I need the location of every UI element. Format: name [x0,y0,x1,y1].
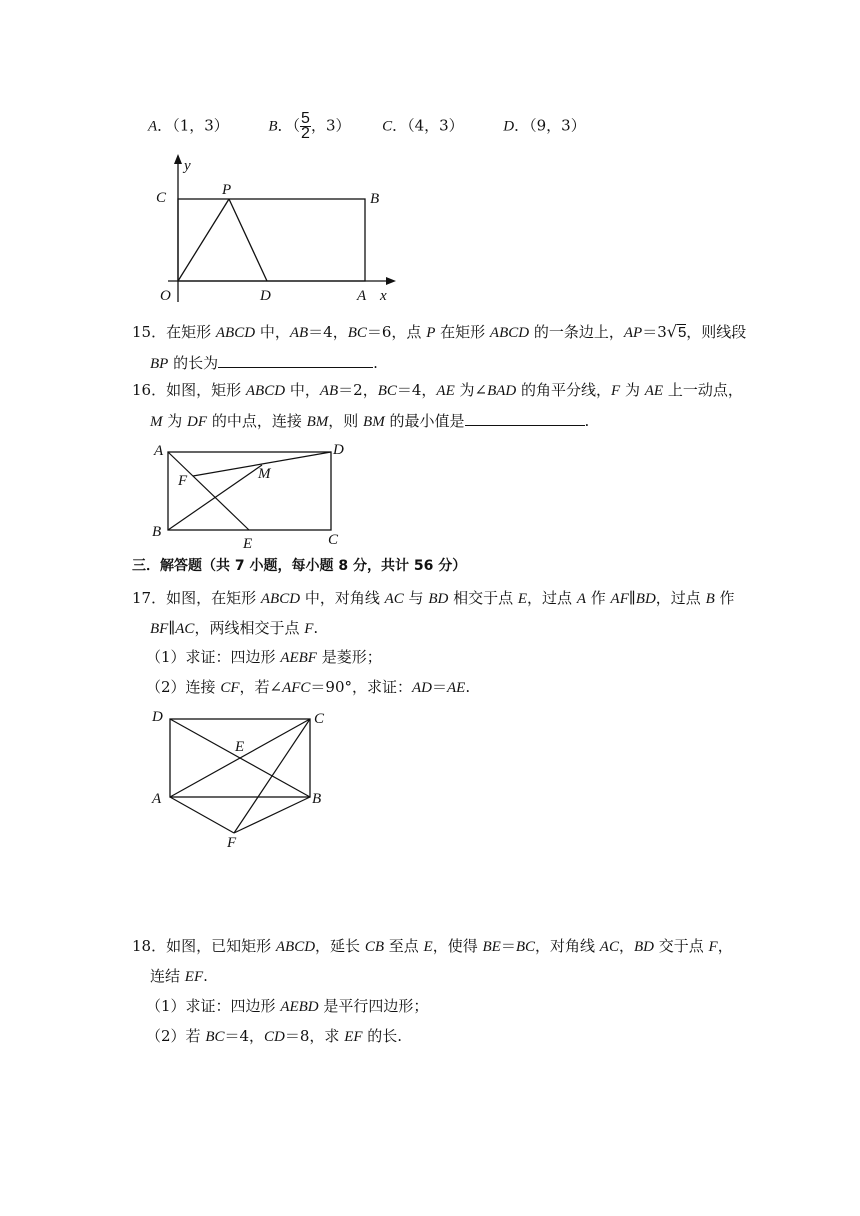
text: 的长. [362,1027,403,1045]
var: CD [264,1029,285,1045]
text: ＝ [432,678,448,696]
point-label-b: B [370,191,380,207]
point-label-f: F [178,473,188,489]
point-label-f: F [227,835,237,851]
point-label-c: C [156,190,167,206]
option-b-letter: B [268,118,278,135]
var: BC [205,1029,225,1045]
var: AF [610,591,629,607]
text: 是平行四边形； [318,997,429,1015]
point-label-d: D [333,442,344,458]
var: BAD [487,383,517,399]
text: . [373,354,378,372]
text: ＝8，求 [284,1027,345,1045]
option-c-text: （4，3） [407,116,464,135]
var: AEBF [280,650,317,666]
var: AB [289,325,309,341]
var: BM [363,414,385,430]
text: 如图，已知矩形 [166,937,276,955]
option-b-fraction [300,112,311,141]
question-18-line2 [150,966,208,987]
var: BP [150,356,169,372]
point-label-a: A [152,791,162,807]
text: 如图，在矩形 [166,589,261,607]
text: . [203,967,208,985]
var: CF [220,680,240,696]
text: 上一动点， [663,381,743,399]
text: ，则线段 [686,323,747,341]
var: AC [175,621,195,637]
var: AE [447,680,466,696]
text: 为 [620,381,645,399]
text: ＝90°，求证： [310,678,412,696]
option-d-text: （9，3） [529,116,586,135]
var: BC [515,939,536,955]
question-17-part1 [146,647,382,668]
var: AD [412,680,432,696]
text: （1）求证：四边形 [146,997,281,1015]
axis-label-y: y [184,158,191,174]
var: BC [347,325,367,341]
point-label-o: O [160,288,171,304]
text: 的一条边上， [529,323,624,341]
text: ， [717,937,733,955]
option-b-close: ，3） [310,116,351,135]
section-title: 三．解答题（共 7 小题，每小题 8 分，共计 56 分） [132,558,467,574]
text: 为 [162,412,188,430]
var: BF [150,621,169,637]
question-17-line1 [132,588,735,609]
figure-q17 [146,705,346,853]
text: 交于点 [653,937,709,955]
question-15-line2 [150,352,378,374]
q14-options: A．（1，3） B．（ $\frac{5}{2}$ ，3） C．（4，3） D．（9，3） [148,110,586,142]
figure-q14 [150,150,400,310]
text: 为∠ [454,381,488,399]
point-label-b: B [312,791,322,807]
var: F [304,621,314,637]
text: 如图，矩形 [166,381,246,399]
var: BD [633,939,654,955]
var: ABCD [245,383,286,399]
question-17-line2 [150,618,318,639]
text: ∥ [168,619,176,637]
text: 的长为 [168,354,219,372]
question-number: 15． [132,323,167,341]
text: ＝3 [642,323,667,341]
var: ABCD [275,939,316,955]
text: 与 [403,589,429,607]
fraction-denominator: 2 [301,125,310,142]
text: ，则 [328,412,364,430]
var: E [517,591,528,607]
text: ＝4， [396,381,437,399]
text: ＝ [500,937,516,955]
fraction-numerator: 5 [301,110,310,127]
text: 在矩形 [435,323,490,341]
text: . [584,412,590,430]
var: ABCD [215,325,256,341]
var: DF [187,414,208,430]
var: ABCD [489,325,530,341]
point-label-b: B [152,524,162,540]
answer-blank[interactable] [218,352,373,368]
axis-label-x: x [380,288,387,304]
point-label-d: D [260,288,271,304]
text: ，延长 [315,937,365,955]
var: AB [319,383,339,399]
var: AEBD [280,999,319,1015]
text: 相交于点 [448,589,518,607]
point-label-a: A [357,288,367,304]
var: BM [306,414,329,430]
text: . [465,678,471,696]
var: F [611,383,621,399]
answer-blank[interactable] [465,410,585,426]
question-number: 16． [132,381,167,399]
text: ，过点 [655,589,706,607]
text: ∥ [628,589,636,607]
var: BC [377,383,397,399]
text: 的中点，连接 [207,412,307,430]
var: CB [364,939,384,955]
text: ， [618,937,634,955]
point-label-c: C [314,711,325,727]
option-c-letter: C [382,118,393,135]
var: AFC [282,680,311,696]
text: 中， [285,381,320,399]
var: M [150,414,163,430]
text: 在矩形 [166,323,216,341]
question-16-line1 [132,380,743,401]
option-d-letter: D [503,118,515,135]
question-18-part2 [146,1026,402,1047]
sqrt-icon: √ [666,322,677,341]
question-18-part1 [146,996,428,1017]
text: 是菱形； [316,648,382,666]
question-number: 18． [132,937,167,955]
var: BE [482,939,501,955]
var: B [705,591,715,607]
var: EF [184,969,204,985]
text: ，若∠ [239,678,283,696]
point-label-e: E [235,739,245,755]
text: 作 [714,589,735,607]
var: BD [428,591,449,607]
var: AE [644,383,664,399]
var: AE [436,383,455,399]
var: P [426,325,436,341]
option-a-text: （1，3） [172,116,229,135]
question-18-line1 [132,936,733,957]
var: ABCD [260,591,301,607]
text: 作 [585,589,611,607]
point-label-a: A [154,443,164,459]
var: EF [344,1029,363,1045]
text: 至点 [384,937,424,955]
question-number: 17． [132,589,167,607]
option-b-open: （ [292,116,301,135]
text: （2）连接 [146,678,221,696]
point-label-m: M [258,466,271,482]
point-label-c: C [328,532,339,548]
text: 的最小值是 [384,412,465,430]
text: ，对角线 [535,937,600,955]
text: . [313,619,319,637]
question-16-line2 [150,410,589,432]
question-17-part2 [146,677,470,698]
point-label-e: E [243,536,253,550]
point-label-d: D [152,709,163,725]
point-label-p: P [222,182,232,198]
text: 中， [255,323,290,341]
sqrt-radicand: 5 [677,324,687,341]
var: A [576,591,586,607]
question-15-line1 [132,322,746,343]
text: ＝2， [338,381,378,399]
text: ＝4， [224,1027,265,1045]
text: ＝6，点 [366,323,427,341]
text: 中，对角线 [300,589,385,607]
var: E [423,939,433,955]
text: ，两线相交于点 [194,619,305,637]
var: AC [599,939,619,955]
var: AC [384,591,404,607]
text: （2）若 [146,1027,206,1045]
option-a-letter: A [148,118,158,135]
text: 连结 [150,967,185,985]
text: ，使得 [432,937,483,955]
text: ＝4， [308,323,348,341]
var: F [708,939,718,955]
text: 的角平分线， [516,381,612,399]
text: （1）求证：四边形 [146,648,281,666]
figure-q16 [148,438,358,550]
var: BD [635,591,656,607]
text: ，过点 [527,589,577,607]
var: AP [623,325,643,341]
